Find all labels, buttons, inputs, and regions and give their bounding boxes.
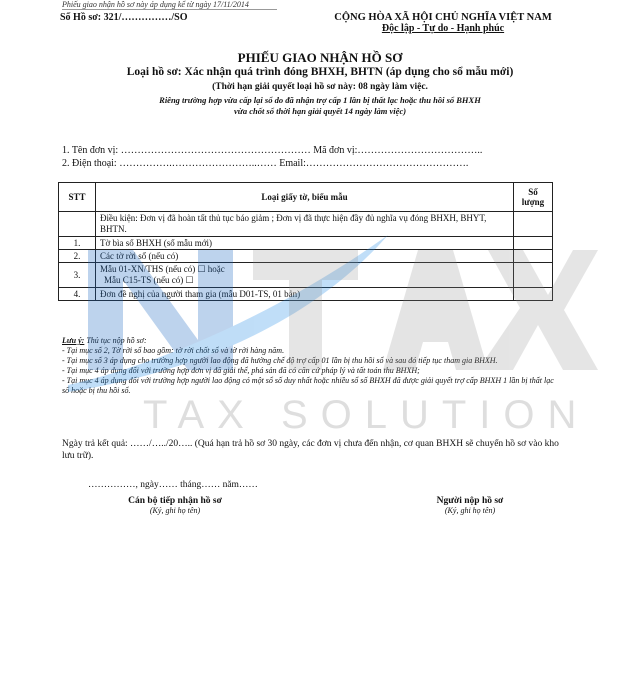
unit-field: 1. Tên đơn vị: ………………………………………………… Mã đơn vị:……………………………….. [62, 145, 483, 156]
special-case-note [0, 95, 640, 117]
row-qty [514, 263, 553, 288]
receiver-sign-hint: (Ký, ghi họ tên) [149, 506, 201, 515]
document-title: PHIẾU GIAO NHẬN HỒ SƠ [237, 50, 403, 65]
phone-email-field: 2. Điện thoại: …………….……………………..…… Email:…………………………………………. [62, 158, 469, 169]
file-type: Loại hồ sơ: Xác nhận quá trình đóng BHXH, BHTN (áp dụng cho sổ mẫu mới) [126, 66, 514, 78]
row-stt: 3. [59, 263, 96, 288]
notes-heading-rest: Thủ tục nộp hồ sơ: [84, 336, 147, 345]
row-stt: 1. [59, 237, 96, 250]
national-header [323, 12, 563, 34]
notes-heading: Lưu ý: [62, 336, 85, 345]
note-item: - Tại mục số 2, Tờ rời sổ bao gồm: tờ rời chốt sổ và tờ rời hàng năm. [62, 346, 285, 355]
table-row [59, 237, 553, 250]
logo-tagline: TAX SOLUTION [143, 393, 590, 437]
row-item-line2: Mẫu C15-TS (nếu có) ☐ [104, 275, 194, 285]
table-row [59, 212, 553, 237]
row-qty [514, 288, 553, 301]
table-header-row [59, 183, 553, 212]
row-item: Tờ bìa sổ BHXH (sổ mẫu mới) [96, 237, 514, 250]
row-item: Đơn đề nghị của người tham gia (mẫu D01-TS, 01 bản) [96, 288, 514, 301]
row-qty [514, 237, 553, 250]
table-row [59, 250, 553, 263]
top-note: Phiếu giao nhận hồ sơ này áp dụng kể từ ngày 17/11/2014 [62, 0, 277, 10]
submitter-title: Người nộp hồ sơ [436, 496, 504, 506]
note-item: - Tại mục 4 áp dụng đối với trường hợp đơn vị đã giải thể, phá sản đã có căn cứ pháp lý và tất toán thu BHXH; [62, 366, 420, 375]
receiver-signature [100, 496, 250, 515]
motto: Độc lập - Tự do - Hạnh phúc [381, 23, 505, 34]
signing-date-line: ……………, ngày…… tháng…… năm…… [88, 480, 258, 490]
header-stt: STT [59, 183, 96, 212]
file-number: Số Hồ sơ: 321/……………/SO [60, 12, 188, 23]
processing-time: (Thời hạn giải quyết loại hồ sơ này: 08 ngày làm việc. [212, 82, 428, 92]
header-qty: Số lượng [514, 183, 553, 212]
note-item: - Tại mục số 3 áp dụng cho trường hợp người lao động đã hưởng chế độ trợ cấp 01 lần bị thu hồi sổ và sau đó tiếp tục tham gia BHXH. [62, 356, 498, 365]
row-item: Các tờ rời sổ (nếu có) [96, 250, 514, 263]
header-item: Loại giấy tờ, biểu mẫu [96, 183, 514, 212]
notes-section [62, 336, 562, 396]
special-line-2: vừa chốt sổ thời hạn giải quyết 14 ngày làm việc) [233, 106, 407, 116]
return-date-text: Ngày trả kết quả: ……/…../20….. (Quá hạn trả hồ sơ 30 ngày, các đơn vị chưa đến nhận, cơ quan BHXH sẽ chuyển hồ sơ vào kho lưu trữ). [62, 439, 559, 461]
receiver-title: Cán bộ tiếp nhận hồ sơ [128, 496, 222, 506]
note-item: - Tại mục 4 áp dụng đối với trường hợp người lao động có một sổ số duy nhất hoặc nhiều sổ số BHXH đã được giải quyết trợ cấp BHXH 1 lần bị thất lạc sổ hoặc bị thu hồi sổ. [62, 376, 554, 395]
documents-table [58, 182, 553, 301]
row-stt: 2. [59, 250, 96, 263]
row-item [96, 263, 514, 288]
submitter-sign-hint: (Ký, ghi họ tên) [444, 506, 496, 515]
nation-name: CỘNG HÒA XÃ HỘI CHỦ NGHĨA VIỆT NAM [334, 12, 552, 23]
row-stt: 4. [59, 288, 96, 301]
special-line-1: Riêng trường hợp vừa cấp lại sổ do đã nhận trợ cấp 1 lần bị thất lạc hoặc thu hồi sổ BHXH [159, 95, 481, 105]
row-item-line1: Mẫu 01-XN/THS (nếu có) ☐ hoặc [100, 264, 225, 274]
table-row [59, 263, 553, 288]
table-row [59, 288, 553, 301]
condition-text: Điều kiện: Đơn vị đã hoàn tất thủ tục báo giảm ; Đơn vị đã thực hiện đầy đủ nghĩa vụ đóng BHXH, BHYT, BHTN. [96, 212, 514, 237]
submitter-signature [395, 496, 545, 515]
row-qty [514, 250, 553, 263]
